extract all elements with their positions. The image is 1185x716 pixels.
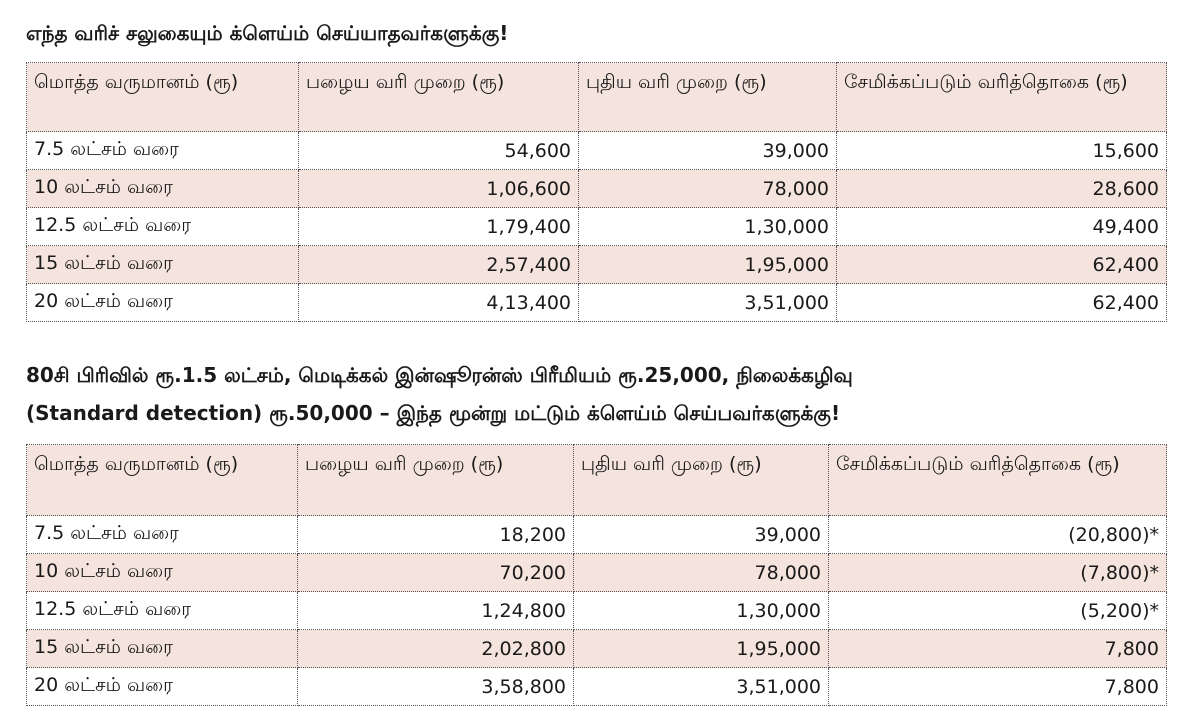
header-old-regime: பழைய வரி முறை (ரூ) [299, 63, 579, 132]
tax-saved-cell: 7,800 [829, 668, 1167, 706]
new-regime-cell: 3,51,000 [574, 668, 829, 706]
table-header-row [27, 63, 1167, 132]
new-regime-cell: 78,000 [574, 554, 829, 592]
table-row [27, 208, 1167, 246]
income-cell: 7.5 லட்சம் வரை [27, 516, 298, 554]
header-new-regime: புதிய வரி முறை (ரூ) [579, 63, 837, 132]
table-row [27, 630, 1167, 668]
header-new-regime: புதிய வரி முறை (ரூ) [574, 445, 829, 516]
tax-saved-cell: (5,200)* [829, 592, 1167, 630]
table2-title-line2: (Standard detection) ரூ.50,000 – இந்த மூன்று மட்டும் க்ளெய்ம் செய்பவர்களுக்கு! [26, 401, 841, 425]
header-tax-saved: சேமிக்கப்படும் வரித்தொகை (ரூ) [829, 445, 1167, 516]
table-header-row [27, 445, 1167, 516]
new-regime-cell: 1,30,000 [579, 208, 837, 246]
income-cell: 15 லட்சம் வரை [27, 630, 298, 668]
tax-saved-cell: 49,400 [837, 208, 1167, 246]
new-regime-cell: 1,30,000 [574, 592, 829, 630]
tax-saved-cell: (20,800)* [829, 516, 1167, 554]
income-cell: 12.5 லட்சம் வரை [27, 208, 299, 246]
old-regime-cell: 18,200 [298, 516, 574, 554]
tax-table-with-deductions [26, 444, 1167, 706]
table-row [27, 284, 1167, 322]
old-regime-cell: 1,06,600 [299, 170, 579, 208]
tax-saved-cell: 62,400 [837, 246, 1167, 284]
table-row [27, 246, 1167, 284]
table-row [27, 516, 1167, 554]
old-regime-cell: 2,02,800 [298, 630, 574, 668]
income-cell: 7.5 லட்சம் வரை [27, 132, 299, 170]
income-cell: 12.5 லட்சம் வரை [27, 592, 298, 630]
header-total-income: மொத்த வருமானம் (ரூ) [27, 63, 299, 132]
tax-saved-cell: (7,800)* [829, 554, 1167, 592]
table-row [27, 554, 1167, 592]
income-cell: 20 லட்சம் வரை [27, 668, 298, 706]
income-cell: 20 லட்சம் வரை [27, 284, 299, 322]
old-regime-cell: 70,200 [298, 554, 574, 592]
table-row [27, 132, 1167, 170]
income-cell: 15 லட்சம் வரை [27, 246, 299, 284]
income-cell: 10 லட்சம் வரை [27, 554, 298, 592]
tax-saved-cell: 28,600 [837, 170, 1167, 208]
table-row [27, 592, 1167, 630]
new-regime-cell: 39,000 [574, 516, 829, 554]
new-regime-cell: 39,000 [579, 132, 837, 170]
old-regime-cell: 4,13,400 [299, 284, 579, 322]
old-regime-cell: 3,58,800 [298, 668, 574, 706]
header-tax-saved: சேமிக்கப்படும் வரித்தொகை (ரூ) [837, 63, 1167, 132]
new-regime-cell: 1,95,000 [579, 246, 837, 284]
old-regime-cell: 54,600 [299, 132, 579, 170]
old-regime-cell: 2,57,400 [299, 246, 579, 284]
new-regime-cell: 3,51,000 [579, 284, 837, 322]
tax-table-no-claims [26, 62, 1167, 322]
header-total-income: மொத்த வருமானம் (ரூ) [27, 445, 298, 516]
tax-saved-cell: 62,400 [837, 284, 1167, 322]
header-old-regime: பழைய வரி முறை (ரூ) [298, 445, 574, 516]
new-regime-cell: 1,95,000 [574, 630, 829, 668]
old-regime-cell: 1,24,800 [298, 592, 574, 630]
table2-title-line1: 80சி பிரிவில் ரூ.1.5 லட்சம், மெடிக்கல் இன்ஷூரன்ஸ் பிரீமியம் ரூ.25,000, நிலைக்கழிவு [26, 363, 853, 387]
new-regime-cell: 78,000 [579, 170, 837, 208]
table-row [27, 170, 1167, 208]
table1-title: எந்த வரிச் சலுகையும் க்ளெய்ம் செய்யாதவர்களுக்கு! [26, 21, 509, 45]
tax-saved-cell: 7,800 [829, 630, 1167, 668]
tax-saved-cell: 15,600 [837, 132, 1167, 170]
old-regime-cell: 1,79,400 [299, 208, 579, 246]
table-row [27, 668, 1167, 706]
income-cell: 10 லட்சம் வரை [27, 170, 299, 208]
